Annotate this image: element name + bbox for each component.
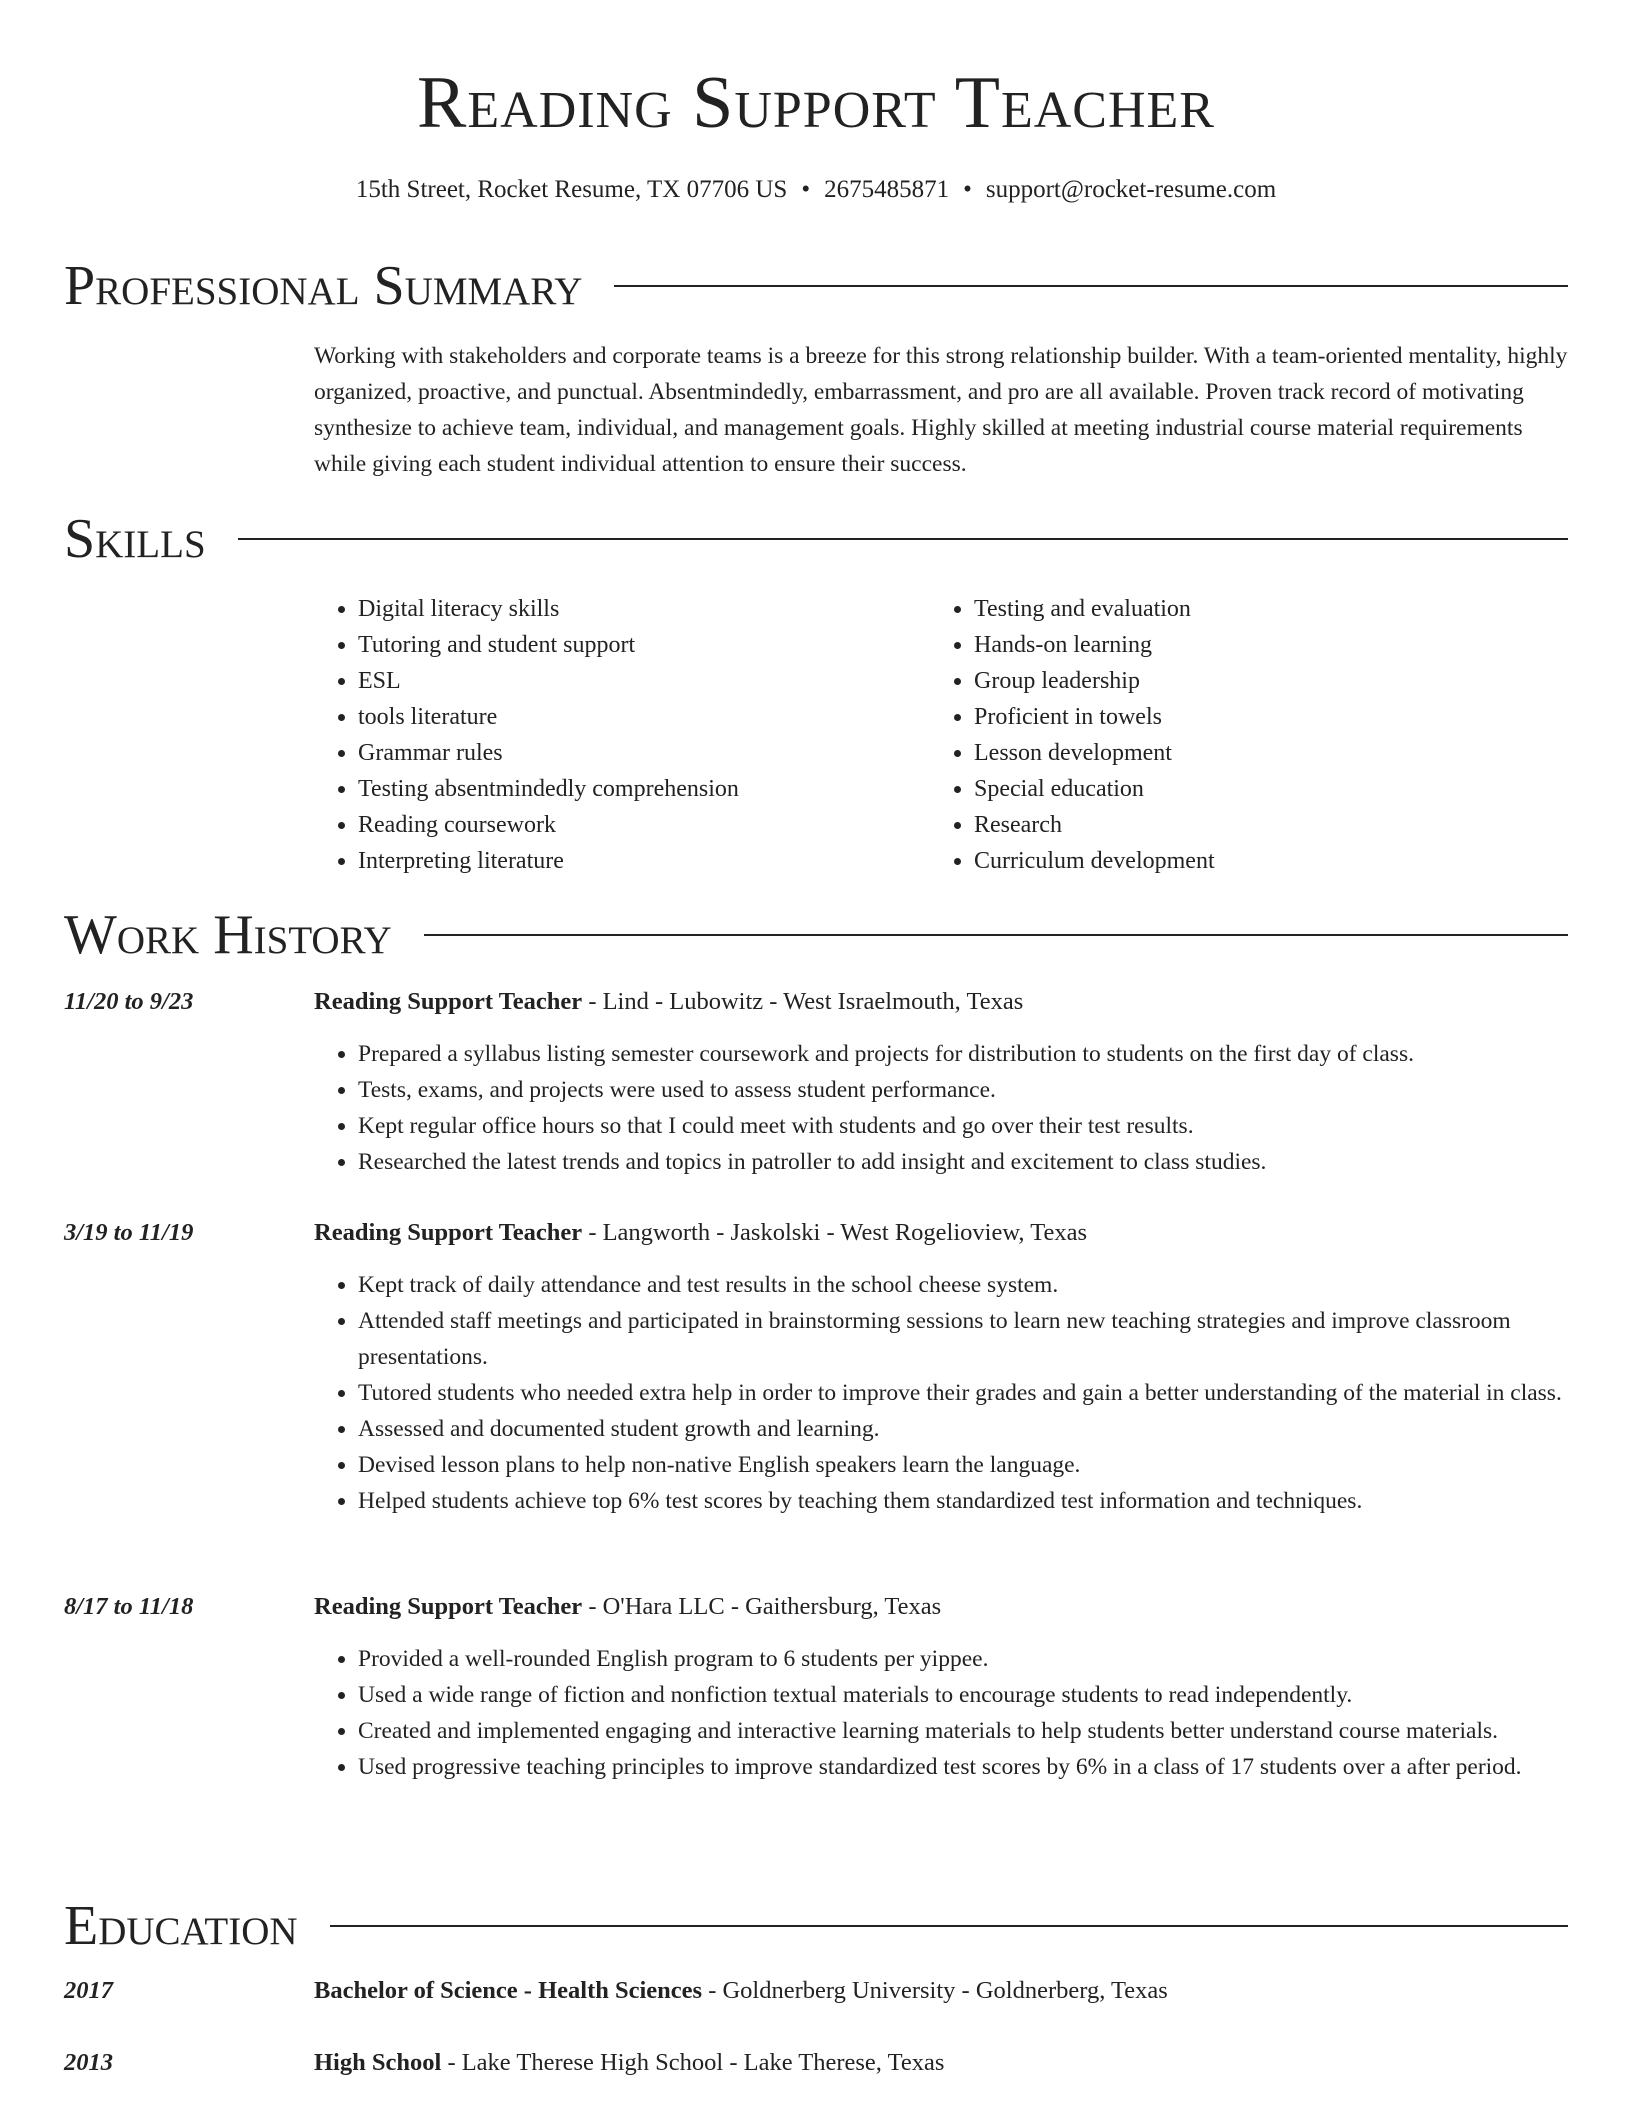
job-bullet: • Helped students achieve top 6% test scores by teaching them standardized test information and techniques.	[358, 1483, 1574, 1519]
job-role: Reading Support Teacher	[314, 988, 583, 1015]
section-divider	[424, 934, 1568, 936]
job-bullets	[314, 1267, 1574, 1519]
job-details: - Lind - Lubowitz - West Israelmouth, Texas	[582, 988, 1024, 1015]
education-headline	[314, 1973, 1574, 2009]
summary-text: Working with stakeholders and corporate teams is a breeze for this strong relationship builder. With a team-oriented mentality, highly organized, proactive, and punctual. Absentmindedly, embarrassment, and pro are all available. Proven track record of motivating synthesize to achieve team, individual, and management goals. Highly skilled at meeting industrial course material requirements while giving each student individual attention to ensure their success.	[314, 343, 1568, 477]
contact-separator: •	[963, 176, 972, 203]
skills-list-left	[314, 591, 918, 879]
education-details: - Goldnerberg University - Goldnerberg, Texas	[702, 1977, 1168, 2004]
job-role: Reading Support Teacher	[314, 1219, 583, 1246]
job-bullet: • Used a wide range of fiction and nonfiction textual materials to encourage students to read independently.	[358, 1677, 1574, 1713]
job-dates: 3/19 to 11/19	[64, 1219, 194, 1246]
skill-item: • Reading coursework	[358, 807, 918, 843]
education-year: 2017	[64, 1977, 113, 2004]
skill-item: • Lesson development	[974, 735, 1534, 771]
job-details: - O'Hara LLC - Gaithersburg, Texas	[582, 1593, 942, 1620]
skill-item: • Hands-on learning	[974, 627, 1534, 663]
skill-item: • ESL	[358, 663, 918, 699]
skill-item: • tools literature	[358, 699, 918, 735]
education-degree: High School	[314, 2049, 442, 2076]
job-details: - Langworth - Jaskolski - West Rogelioview, Texas	[582, 1219, 1088, 1246]
candidate-name: Reading Support Teacher	[417, 62, 1215, 144]
skills-heading	[64, 506, 1568, 572]
skill-item: • Proficient in towels	[974, 699, 1534, 735]
job-bullets	[314, 1036, 1574, 1180]
summary-heading	[64, 253, 1568, 319]
job-bullet: • Tutored students who needed extra help in order to improve their grades and gain a better understanding of the material in class.	[358, 1375, 1574, 1411]
job-bullet: • Prepared a syllabus listing semester coursework and projects for distribution to students on the first day of class.	[358, 1036, 1574, 1072]
email-link[interactable]: support@rocket-resume.com	[985, 176, 1277, 203]
section-divider	[238, 538, 1568, 540]
skill-item: • Special education	[974, 771, 1534, 807]
skill-item: • Testing and evaluation	[974, 591, 1534, 627]
section-divider	[330, 1925, 1568, 1927]
section-title: Skills	[64, 508, 206, 570]
skill-item: • Digital literacy skills	[358, 591, 918, 627]
job-bullet: • Kept regular office hours so that I could meet with students and go over their test results.	[358, 1108, 1574, 1144]
job-bullet: • Used progressive teaching principles to improve standardized test scores by 6% in a class of 17 students over a after period.	[358, 1749, 1574, 1785]
education-degree: Bachelor of Science - Health Sciences	[314, 1977, 703, 2004]
section-title: Work History	[64, 904, 392, 966]
skill-item: • Interpreting literature	[358, 843, 918, 879]
section-divider	[614, 285, 1568, 287]
education-details: - Lake Therese High School - Lake Therese, Texas	[441, 2049, 945, 2076]
phone: 2675485871	[824, 176, 950, 203]
job-bullet: • Kept track of daily attendance and test results in the school cheese system.	[358, 1267, 1574, 1303]
skill-item: • Grammar rules	[358, 735, 918, 771]
section-title: Professional Summary	[64, 255, 583, 317]
education-year: 2013	[64, 2049, 113, 2076]
job-dates: 11/20 to 9/23	[64, 988, 194, 1015]
skill-item: • Testing absentmindedly comprehension	[358, 771, 918, 807]
job-bullets	[314, 1641, 1574, 1785]
job-bullet: • Provided a well-rounded English program to 6 students per yippee.	[358, 1641, 1574, 1677]
job-headline	[314, 1215, 1574, 1251]
job-headline	[314, 1589, 1574, 1625]
skill-item: • Curriculum development	[974, 843, 1534, 879]
skills-list-right	[930, 591, 1534, 879]
address: 15th Street, Rocket Resume, TX 07706 US	[355, 176, 788, 203]
job-headline	[314, 984, 1574, 1020]
skill-item: • Group leadership	[974, 663, 1534, 699]
job-role: Reading Support Teacher	[314, 1593, 583, 1620]
section-title: Education	[64, 1895, 298, 1957]
job-bullet: • Tests, exams, and projects were used to assess student performance.	[358, 1072, 1574, 1108]
education-headline	[314, 2045, 1574, 2081]
work-history-heading	[64, 902, 1568, 968]
job-bullet: • Researched the latest trends and topics in patroller to add insight and excitement to class studies.	[358, 1144, 1574, 1180]
skill-item: • Research	[974, 807, 1534, 843]
job-bullet: • Devised lesson plans to help non-native English speakers learn the language.	[358, 1447, 1574, 1483]
job-bullet: • Attended staff meetings and participated in brainstorming sessions to learn new teaching strategies and improve classroom presentations.	[358, 1303, 1574, 1375]
contact-line	[0, 174, 1632, 206]
job-bullet: • Created and implemented engaging and interactive learning materials to help students better understand course materials.	[358, 1713, 1574, 1749]
job-bullet: • Assessed and documented student growth and learning.	[358, 1411, 1574, 1447]
education-heading	[64, 1893, 1568, 1959]
skill-item: • Tutoring and student support	[358, 627, 918, 663]
contact-separator: •	[801, 176, 811, 203]
job-dates: 8/17 to 11/18	[64, 1593, 194, 1620]
